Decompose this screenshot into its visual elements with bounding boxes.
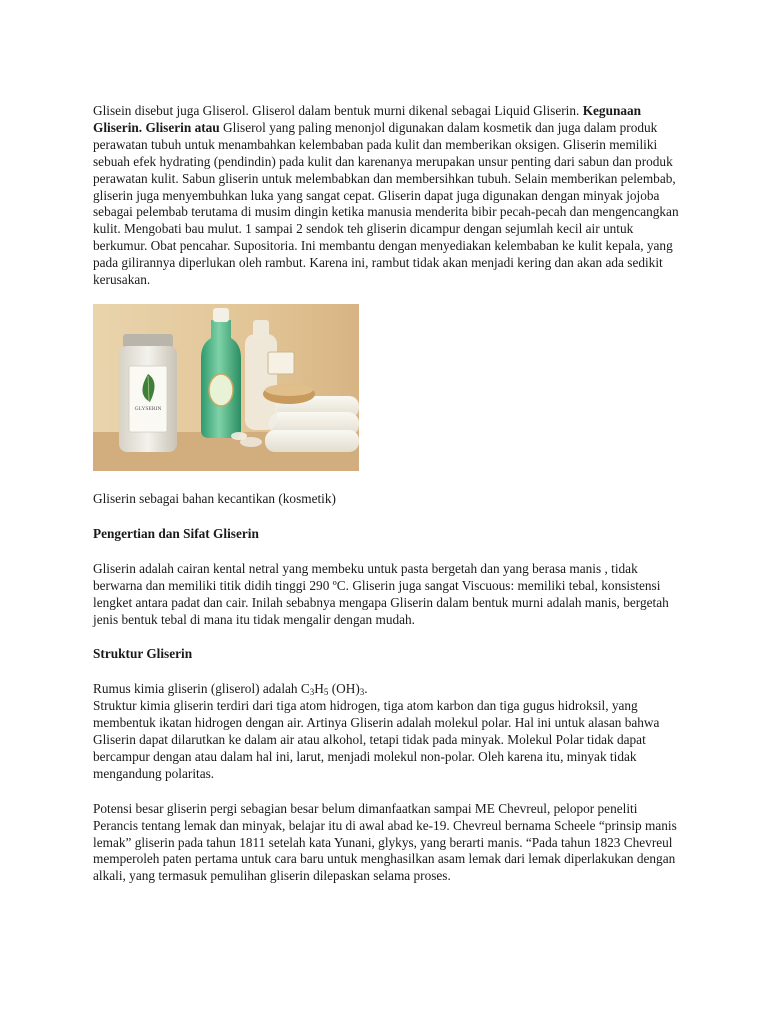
jar-label-text: GLYSERIN <box>134 405 162 412</box>
intro-paragraph <box>93 103 683 289</box>
definition-paragraph: Gliserin adalah cairan kental netral yang membeku untuk pasta bergetah dan yang berasa manis , tidak berwarna dan memiliki titik didih tinggi 290 ºC. Gliserin juga sangat Viscuous: memiliki tebal, konsistensi lengket antara padat dan cair. Inilah sebabnya mengapa Gliserin dalam bentuk murni adalah manis, bergetah jenis bentuk tebal di mana itu tidak mengalir dengan mudah. <box>93 560 669 627</box>
chemical-formula-line <box>93 681 683 698</box>
formula-sub-hydroxyl: 3 <box>359 687 365 698</box>
intro-sentence: Glisein disebut juga Gliserol. Gliserol dalam bentuk murni dikenal sebagai Liquid Gliserin. <box>93 103 580 118</box>
formula-hydrogen: H <box>314 681 324 697</box>
formula-prefix: Rumus kimia gliserin (gliserol) adalah C <box>93 681 310 697</box>
section-heading-structure: Struktur Gliserin <box>93 646 193 662</box>
formula-end: . <box>364 681 368 697</box>
glycerin-product-photo <box>93 304 359 471</box>
photo-caption: Gliserin sebagai bahan kecantikan (kosmetik) <box>93 490 336 506</box>
photo-illustration <box>93 304 359 471</box>
document-page <box>93 103 683 903</box>
formula-sub-carbon: 3 <box>309 687 315 698</box>
formula-hydroxyl: (OH) <box>328 681 360 697</box>
history-paragraph: Potensi besar gliserin pergi sebagian besar belum dimanfaatkan sampai ME Chevreul, pelopor peneliti Perancis tentang lemak dan minyak, belajar itu di awal abad ke-19. Chevreul bernama Scheele “prinsip manis lemak” gliserin pada tahun 1811 setelah kata Yunani, glykys, yang berarti manis. “Pada tahun 1823 Chevreul memperoleh paten pertama untuk cara baru untuk menghasilkan asam lemak dari lemak diperlakukan dengan alkali, yang termasuk pemulihan gliserin dilepaskan selama proses. <box>93 800 677 884</box>
structure-paragraph: Struktur kimia gliserin terdiri dari tiga atom hidrogen, tiga atom karbon dan tiga gugus hidroksil, yang membentuk ikatan hidrogen dengan air. Artinya Gliserin adalah molekul polar. Hal ini untuk alasan bahwa Gliserin dapat dilarutkan ke dalam air atau alkohol, tetapi tidak pada minyak. Molekul Polar tidak dapat bercampur dengan atau dalam hal ini, larut, menjadi molekul non-polar. Oleh karena itu, minyak tidak mengandung polaritas. <box>93 698 660 781</box>
formula-sub-hydrogen: 5 <box>323 687 329 698</box>
intro-body: Gliserol yang paling menonjol digunakan dalam kosmetik dan juga dalam produk perawatan tubuh untuk menambahkan kelembaban pada kulit dan memberikan oksigen. Gliserin memiliki sebuah efek hydrating (pendindin) pada kulit dan karenanya merupakan unsur penting dari sabun dan produk perawatan kulit. Sabun gliserin untuk melembabkan dan membersihkan tubuh. Selain memberikan pelembab, gliserin juga menyembuhkan luka yang sangat cepat. Gliserin dapat juga digunakan dengan minyak jojoba sebagai pelembab terutama di musim dingin ketika manusia menderita bibir pecah-pecah dan mengencangkan kulit. Mengobati bau mulut. 1 sampai 2 sendok teh gliserin dicampur dengan sejumlah kecil air untuk berkumur. Obat pencahar. Supositoria. Ini membantu dengan menyediakan kelembaban ke kulit kepala, yang pada gilirannya diperlukan oleh rambut. Karena ini, rambut tidak akan menjadi kering dan akan ada sedikit kerusakan. <box>93 119 679 288</box>
section-heading-definition: Pengertian dan Sifat Gliserin <box>93 525 259 541</box>
intro-bold-phrase: Kegunaan Gliserin. Gliserin atau <box>93 103 642 135</box>
